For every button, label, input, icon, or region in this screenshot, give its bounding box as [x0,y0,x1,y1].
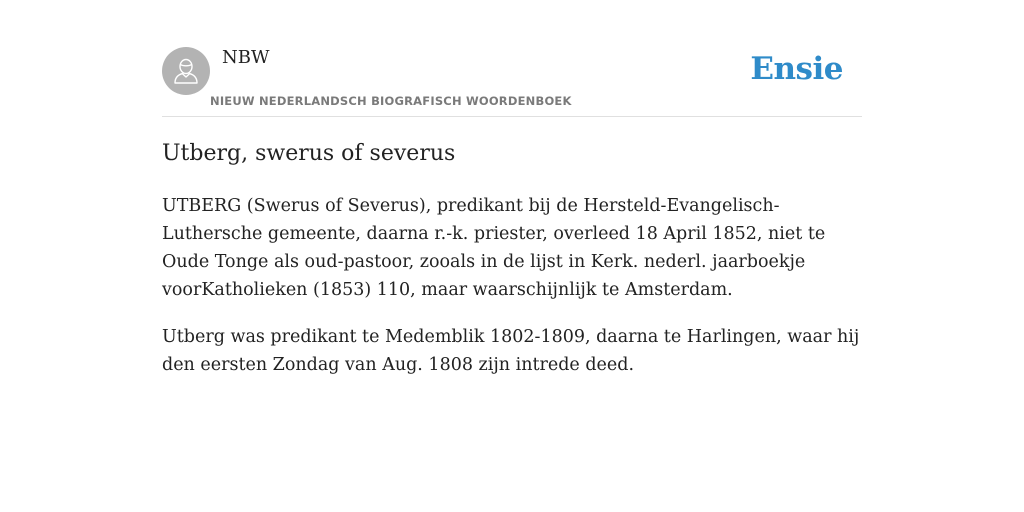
article-body [162,192,862,398]
user-icon [162,47,210,95]
source-full-name[interactable]: NIEUW NEDERLANDSCH BIOGRAFISCH WOORDENBOEK [210,94,572,108]
source-abbreviation[interactable]: NBW [222,47,270,68]
source-header [162,0,862,117]
page [162,0,862,512]
brand-logo[interactable]: Ensie [750,51,843,87]
article-paragraph: UTBERG (Swerus of Severus), predikant bij de Hersteld-Evangelisch-Luthersche gemeente, daarna r.-k. priester, overleed 18 April 1852, niet te Oude Tonge als oud-pastoor, zooals in de lijst in Kerk. nederl. jaarboekje voorKatholieken (1853) 110, maar waarschijnlijk te Amsterdam. [162,196,826,300]
article-paragraph: Utberg was predikant te Medemblik 1802-1809, daarna te Harlingen, waar hij den eersten Zondag van Aug. 1808 zijn intrede deed. [162,327,860,375]
article-title: Utberg, swerus of severus [162,141,456,166]
source-avatar[interactable] [162,47,210,95]
